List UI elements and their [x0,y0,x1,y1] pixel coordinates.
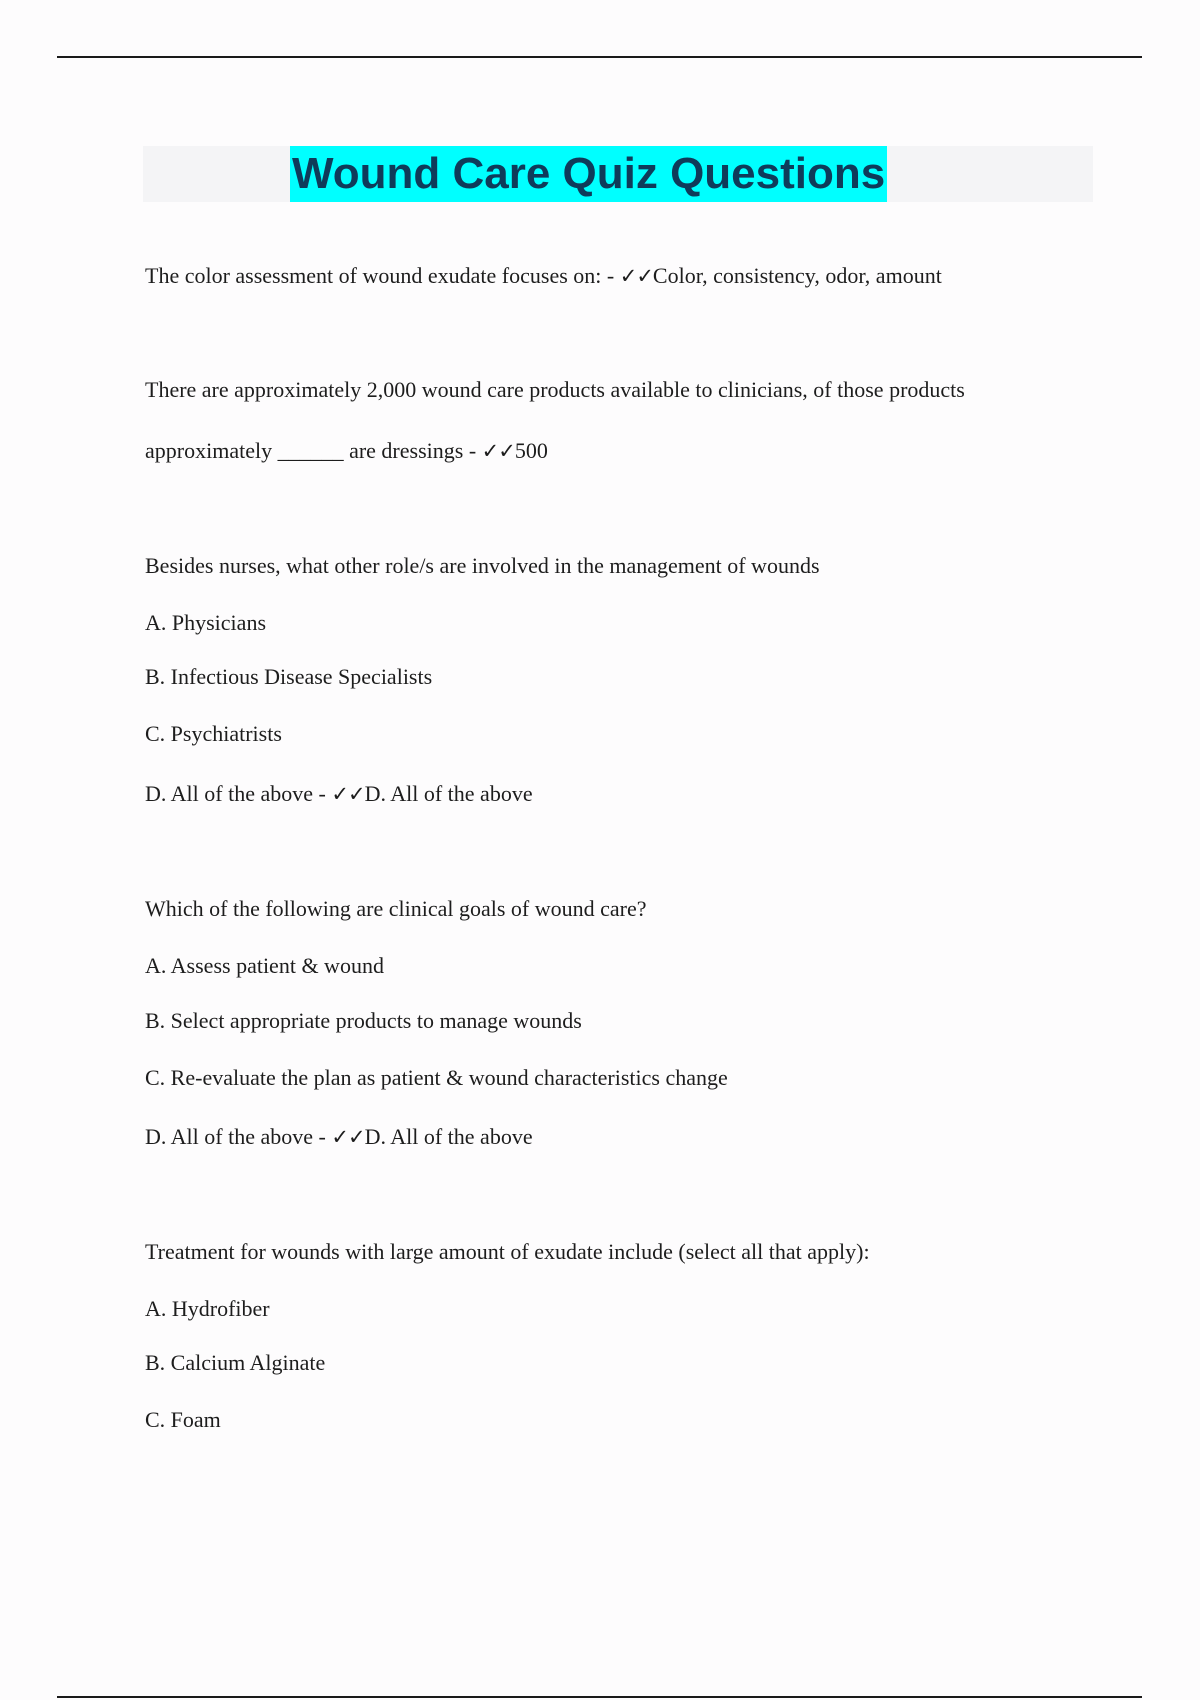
top-rule [57,56,1142,58]
question-4-option-b: B. Select appropriate products to manage wounds [145,1008,582,1033]
question-2-line-1: There are approximately 2,000 wound care products available to clinicians, of those products [145,377,965,402]
question-1 [145,261,942,291]
question-4-option-d [145,1122,533,1152]
bottom-rule [57,1696,1142,1698]
question-2-text: approximately ______ are dressings - [145,438,482,463]
question-3-answer: D. All of the above [364,781,533,806]
question-4-option-a: A. Assess patient & wound [145,953,384,978]
question-3-option-a: A. Physicians [145,610,266,635]
question-5-option-b: B. Calcium Alginate [145,1350,326,1375]
question-4-answer: D. All of the above [364,1124,533,1149]
question-3-option-c: C. Psychiatrists [145,721,282,746]
question-3-option-b: B. Infectious Disease Specialists [145,664,433,689]
question-5-option-c: C. Foam [145,1407,221,1432]
question-4-option-d-text: D. All of the above - [145,1124,332,1149]
question-4: Which of the following are clinical goals of wound care? [145,896,647,921]
check-icon: ✓✓ [331,782,365,806]
check-icon: ✓✓ [481,439,515,463]
question-1-text: The color assessment of wound exudate focuses on: - [145,263,620,288]
question-3-option-d-text: D. All of the above - [145,781,332,806]
check-icon: ✓✓ [331,1125,365,1149]
question-3: Besides nurses, what other role/s are involved in the management of wounds [145,553,820,578]
question-5-option-a: A. Hydrofiber [145,1296,270,1321]
document-title: Wound Care Quiz Questions [290,146,887,202]
question-2-line-2 [145,436,548,466]
question-2-answer: 500 [514,438,548,463]
question-5: Treatment for wounds with large amount of exudate include (select all that apply): [145,1239,870,1264]
question-1-answer: Color, consistency, odor, amount [652,263,942,288]
check-icon: ✓✓ [619,264,653,288]
question-3-option-d [145,779,533,809]
question-4-option-c: C. Re-evaluate the plan as patient & wound characteristics change [145,1065,728,1090]
